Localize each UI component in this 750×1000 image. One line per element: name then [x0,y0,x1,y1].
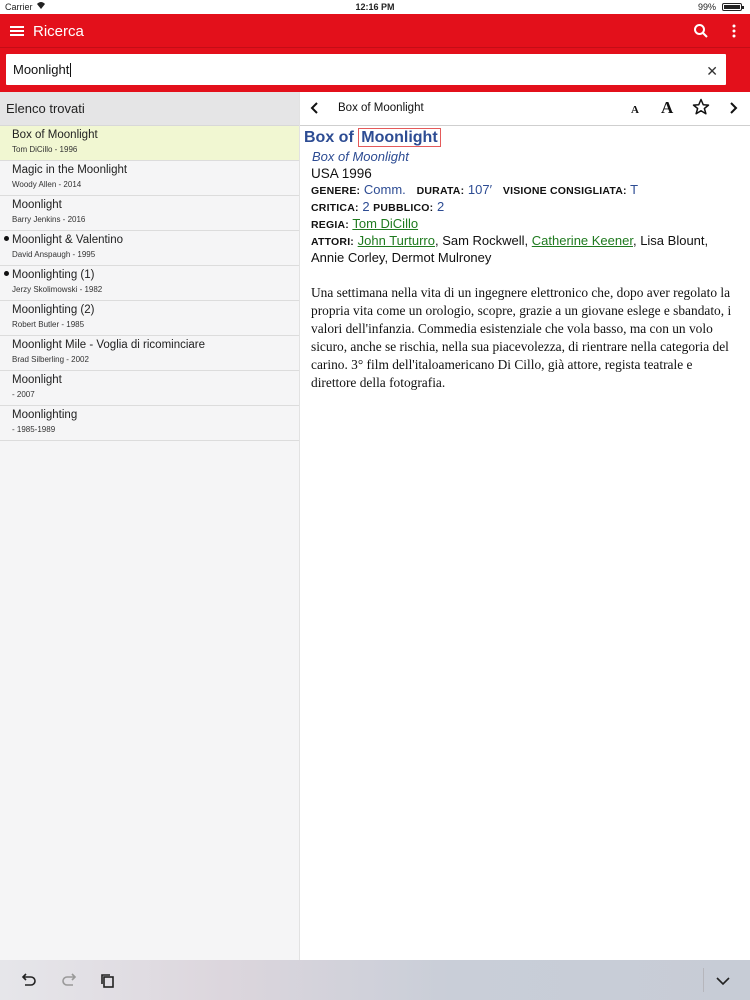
list-item-subtitle: Woody Allen - 2014 [12,180,82,189]
list-item-title: Moonlighting (1) [12,269,95,281]
list-item-subtitle: - 1985-1989 [12,425,56,434]
status-bar [0,0,750,14]
original-title: Box of Moonlight [312,149,409,164]
bullet-icon [4,271,9,276]
list-item[interactable] [0,301,299,336]
actors-label: ATTORI: [311,236,355,248]
list-item-title: Magic in the Moonlight [12,164,128,176]
list-item-subtitle: Jerzy Skolimowski - 1982 [12,285,103,294]
list-item-title: Moonlight [12,374,62,386]
list-item[interactable] [0,126,299,161]
list-item-subtitle: Barry Jenkins - 2016 [12,215,86,224]
movie-title-prefix: Box of [304,129,354,146]
movie-title-highlight: Moonlight [358,128,440,147]
list-item-title: Moonlighting (2) [12,304,95,316]
list-item[interactable] [0,196,299,231]
search-input-value[interactable]: Moonlight [13,62,70,77]
actors-text-rest: , Lisa Blount, Annie Corley, Dermot Mulroney [311,233,709,265]
director-link[interactable]: Tom DiCillo [352,216,419,231]
clear-search-icon[interactable]: ✕ [706,63,718,79]
rating-age-label: VISIONE CONSIGLIATA: [502,185,627,197]
next-icon[interactable] [728,101,738,118]
actors-text: , Sam Rockwell, [434,233,532,248]
more-options-icon[interactable] [730,23,738,39]
battery-icon [722,3,742,11]
previous-icon[interactable] [310,101,320,118]
copy-icon[interactable] [99,972,117,990]
list-item-subtitle: David Anspaugh - 1995 [12,250,96,259]
search-input[interactable] [6,54,726,85]
movie-title [304,129,441,147]
undo-icon[interactable] [20,972,38,990]
appbar-divider [0,47,750,48]
director-row [311,216,418,231]
list-item-subtitle: - 2007 [12,390,35,399]
results-list-header: Elenco trovati [0,92,299,126]
detail-pane [300,126,750,960]
list-item-subtitle: Robert Butler - 1985 [12,320,85,329]
list-item-title: Moonlighting [12,409,78,421]
status-time: 12:16 PM [355,2,395,12]
critics-value: 2 [362,199,370,214]
duration-value: 107′ [467,182,493,197]
list-item[interactable] [0,336,299,371]
carrier-label: Carrier [5,2,33,12]
genre-row [311,182,638,197]
director-label: REGIA: [311,219,349,231]
battery-percent: 99% [697,2,716,12]
detail-toolbar-title: Box of Moonlight [338,102,424,114]
list-item-title: Moonlight [12,199,62,211]
list-item[interactable] [0,371,299,406]
battery-level [724,5,740,9]
list-item[interactable] [0,406,299,441]
results-list [0,126,299,441]
actors-row [311,233,731,266]
menu-icon[interactable] [10,24,24,38]
genre-value: Comm. [363,182,406,197]
rating-age-value: T [630,182,639,197]
country-year: USA 1996 [311,166,372,181]
redo-icon[interactable] [60,972,78,990]
actor-link-catherine-keener[interactable]: Catherine Keener [531,233,633,248]
results-list-panel [0,92,300,960]
genre-label: GENERE: [311,185,361,197]
rating-row [311,199,444,214]
audience-label: PUBBLICO: [373,202,434,214]
actor-link-john-turturro[interactable]: John Turturro [357,233,435,248]
detail-toolbar [300,92,750,126]
decrease-font-button[interactable]: A [631,104,639,116]
chevron-down-icon[interactable] [714,972,732,990]
list-item-title: Moonlight Mile - Voglia di ricominciare [12,339,206,351]
critics-label: CRITICA: [311,202,359,214]
app-bar [0,14,750,92]
duration-label: DURATA: [416,185,465,197]
bottom-toolbar [0,960,750,1000]
list-item[interactable] [0,161,299,196]
list-item[interactable] [0,231,299,266]
bullet-icon [4,236,9,241]
favorite-star-icon[interactable] [692,98,710,116]
search-icon[interactable] [693,23,709,39]
list-item[interactable] [0,266,299,301]
list-item-subtitle: Tom DiCillo - 1996 [12,145,78,154]
movie-description: Una settimana nella vita di un ingegnere elettronico che, dopo aver regolato la propria vita come un orologio, scopre, grazie a un giovane eslege e sbandato, i valori dell'infanzia. Commedia esistenziale che vola basso, ma con un volo sicuro, anche se rischia, nella sua piacevolezza, di rientrare nella categoria del carino. 3° film dell'italoamericano Di Cillo, già attore, regista teatrale e direttore della fotografia. [311,285,732,390]
list-item-subtitle: Brad Silberling - 2002 [12,355,89,364]
increase-font-button[interactable]: A [661,98,674,117]
bottom-toolbar-separator [703,968,704,992]
list-item-title: Box of Moonlight [12,129,98,141]
page-title: Ricerca [33,23,84,40]
list-item-title: Moonlight & Valentino [12,234,124,246]
audience-value: 2 [436,199,445,214]
